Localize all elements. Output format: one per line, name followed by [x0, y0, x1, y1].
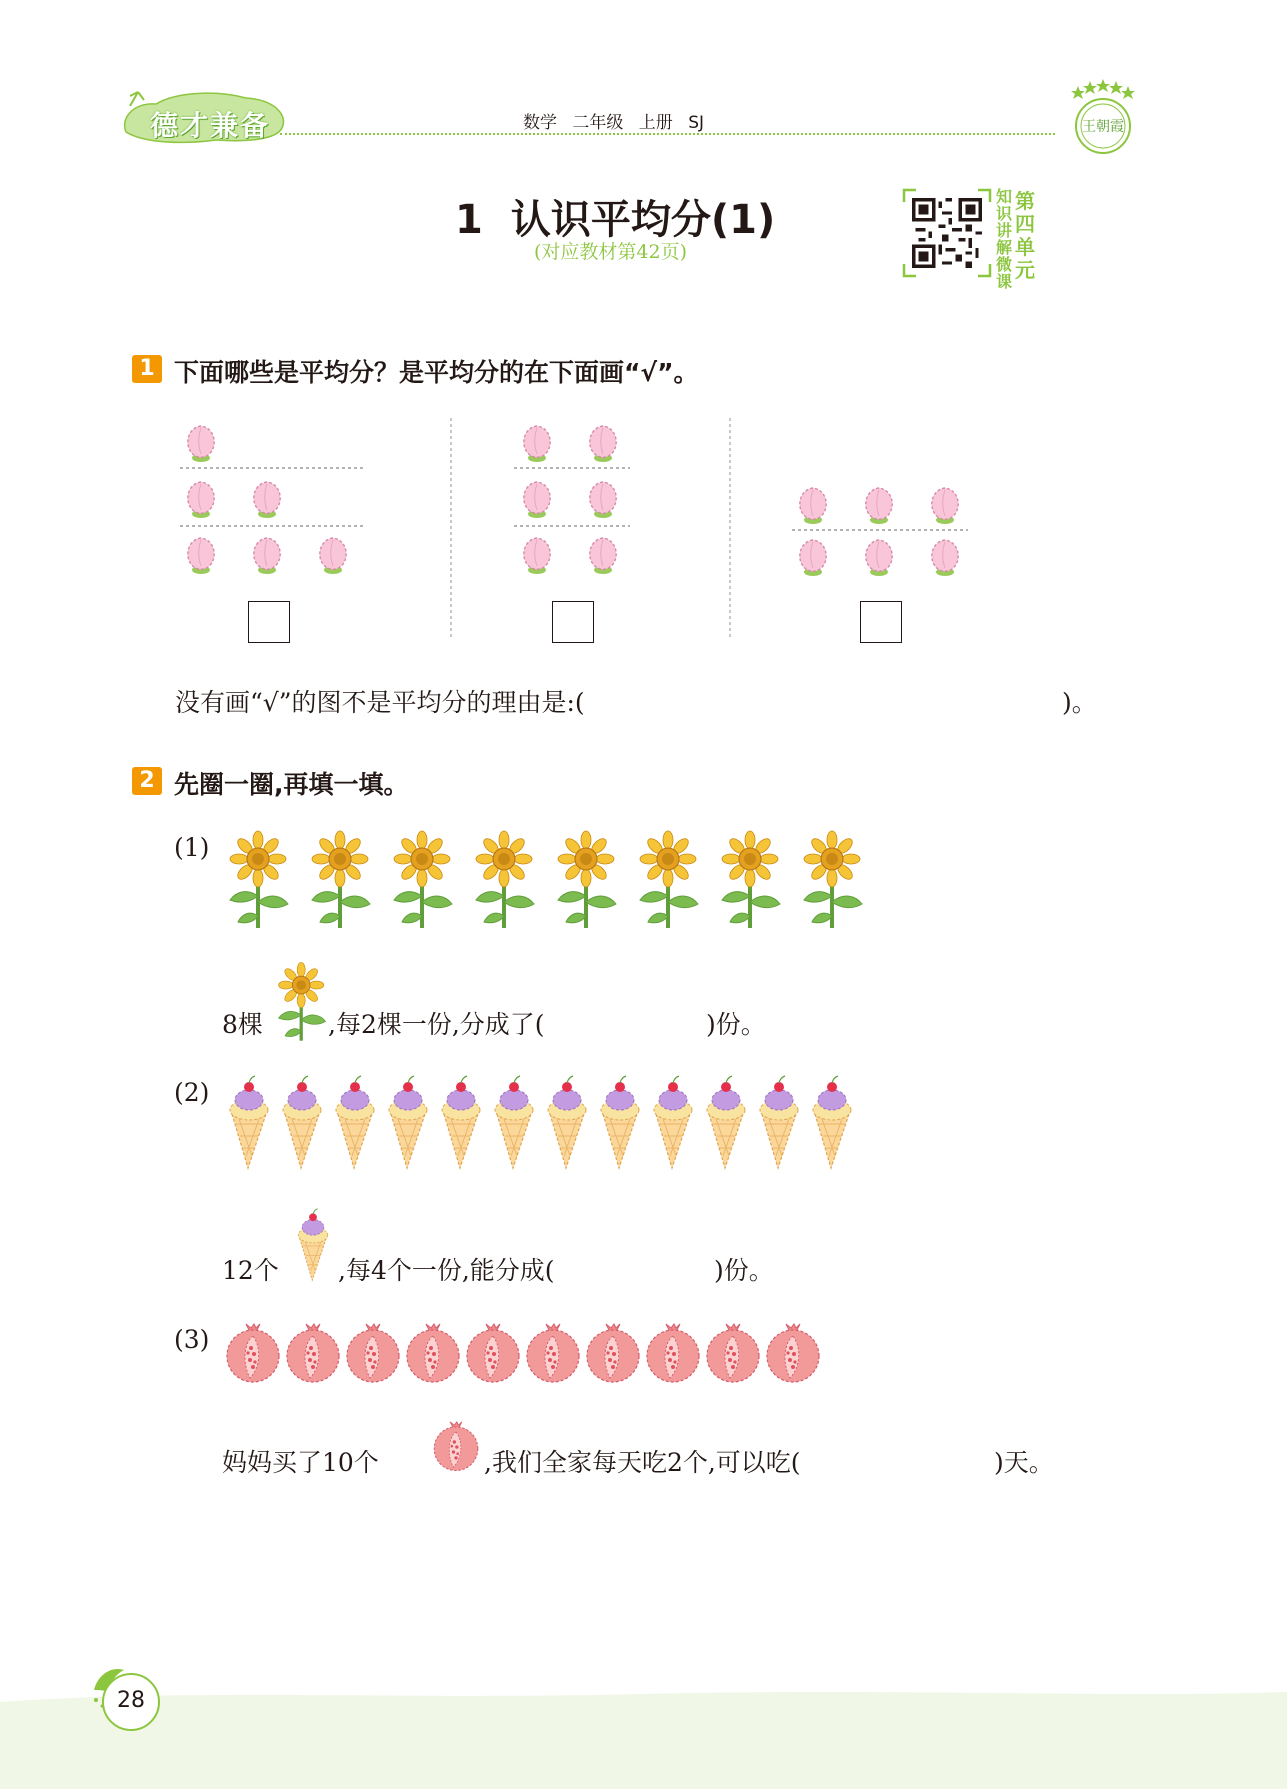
- ice-cream: [707, 1076, 745, 1168]
- sunflower: [394, 831, 452, 928]
- sunflower-row: [226, 826, 866, 936]
- peach: [866, 540, 892, 576]
- q1-reason-prefix: 没有画“√”的图不是平均分的理由是:(: [175, 688, 585, 717]
- lesson-number: 1: [455, 197, 483, 243]
- publisher-seal-icon: [1068, 78, 1138, 158]
- ice-cream: [495, 1076, 533, 1168]
- peach: [590, 538, 616, 574]
- peach: [866, 488, 892, 524]
- question-1-number: 1: [132, 355, 162, 383]
- sunflower: [722, 831, 780, 928]
- ice-cream-row: [222, 1074, 862, 1170]
- peach: [254, 538, 280, 574]
- lesson-title-text: 认识平均分(1): [510, 197, 776, 243]
- sunflower: [230, 831, 288, 928]
- peach: [188, 426, 214, 462]
- sunflower: [804, 831, 862, 928]
- pomegranate-row: [222, 1322, 842, 1386]
- micro-lesson-label: 知识讲解微课: [996, 187, 1013, 291]
- peach: [932, 540, 958, 576]
- peach: [320, 538, 346, 574]
- pomegranate: [347, 1324, 399, 1382]
- peach: [188, 538, 214, 574]
- question-1-prompt: 下面哪些是平均分？是平均分的在下面画“√”。: [174, 358, 699, 387]
- peach: [524, 426, 550, 462]
- seal-text: 王朝霞: [1082, 119, 1124, 135]
- peach: [590, 426, 616, 462]
- pomegranate: [527, 1324, 579, 1382]
- part-3-label: (3): [174, 1325, 210, 1354]
- part-1-sentence-middle: ,每2棵一份,分成了(: [328, 1010, 545, 1039]
- pomegranate: [707, 1324, 759, 1382]
- ice-cream: [336, 1076, 374, 1168]
- ice-cream: [389, 1076, 427, 1168]
- subject-grade-line: 数学 二年级 上册 SJ: [523, 113, 705, 133]
- part-3-answer-blank[interactable]: [924, 1443, 994, 1473]
- pomegranate: [467, 1324, 519, 1382]
- pomegranate: [227, 1324, 279, 1382]
- page-number: 28: [117, 1688, 145, 1713]
- sunflower: [312, 831, 370, 928]
- peach: [188, 482, 214, 518]
- question-2-prompt: 先圈一圈,再填一填。: [174, 770, 409, 799]
- ice-cream: [442, 1076, 480, 1168]
- peach: [800, 540, 826, 576]
- qr-code-icon[interactable]: [912, 198, 982, 268]
- part-1-sentence-start: 8棵: [222, 1010, 263, 1039]
- peach: [590, 482, 616, 518]
- ice-cream: [548, 1076, 586, 1168]
- part-3-sentence-middle: ,我们全家每天吃2个,可以吃(: [484, 1448, 801, 1477]
- peach: [932, 488, 958, 524]
- sunflower-inline-icon: [277, 960, 327, 1044]
- sunflower: [476, 831, 534, 928]
- peach-group-equal-triples: [792, 488, 968, 576]
- peach: [254, 482, 280, 518]
- part-1-answer-blank[interactable]: [636, 1005, 706, 1035]
- part-1-sentence-end: )份。: [706, 1010, 766, 1039]
- pomegranate: [407, 1324, 459, 1382]
- part-3-sentence-start: 妈妈买了10个: [222, 1448, 379, 1477]
- pomegranate: [587, 1324, 639, 1382]
- peach-group-unequal: [180, 426, 366, 574]
- pomegranate: [287, 1324, 339, 1382]
- pomegranate: [647, 1324, 699, 1382]
- peach: [524, 482, 550, 518]
- part-2-sentence-end: )份。: [714, 1256, 774, 1285]
- part-1-label: (1): [174, 833, 210, 862]
- question-2-number: 2: [132, 767, 162, 795]
- check-box-group-2[interactable]: [552, 601, 594, 643]
- part-3-sentence-end: )天。: [994, 1448, 1054, 1477]
- sunflower: [558, 831, 616, 928]
- part-2-sentence-middle: ,每4个一份,能分成(: [338, 1256, 555, 1285]
- peach: [800, 488, 826, 524]
- peach-group-equal-pairs: [514, 426, 630, 574]
- ice-cream: [601, 1076, 639, 1168]
- textbook-page-reference: (对应教材第42页): [534, 241, 688, 263]
- ice-cream: [230, 1076, 268, 1168]
- pomegranate: [767, 1324, 819, 1382]
- ice-cream: [654, 1076, 692, 1168]
- ice-cream: [283, 1076, 321, 1168]
- header-divider: [280, 133, 1055, 135]
- q1-reason-suffix: )。: [1062, 688, 1097, 717]
- footer-wave-decoration: [0, 1680, 1287, 1789]
- ice-cream: [760, 1076, 798, 1168]
- pomegranate-inline-icon: [430, 1418, 482, 1476]
- part-2-sentence-start: 12个: [222, 1256, 279, 1285]
- sunflower: [640, 831, 698, 928]
- unit-label: 第四单元: [1015, 189, 1035, 282]
- check-box-group-1[interactable]: [248, 601, 290, 643]
- peach: [524, 538, 550, 574]
- part-2-answer-blank[interactable]: [644, 1251, 714, 1281]
- q1-reason-blank[interactable]: [722, 686, 1062, 716]
- ice-cream-inline-icon: [292, 1203, 334, 1289]
- check-box-group-3[interactable]: [860, 601, 902, 643]
- part-2-label: (2): [174, 1078, 210, 1107]
- ice-cream: [813, 1076, 851, 1168]
- brand-logo-text: 德才兼备: [150, 109, 271, 142]
